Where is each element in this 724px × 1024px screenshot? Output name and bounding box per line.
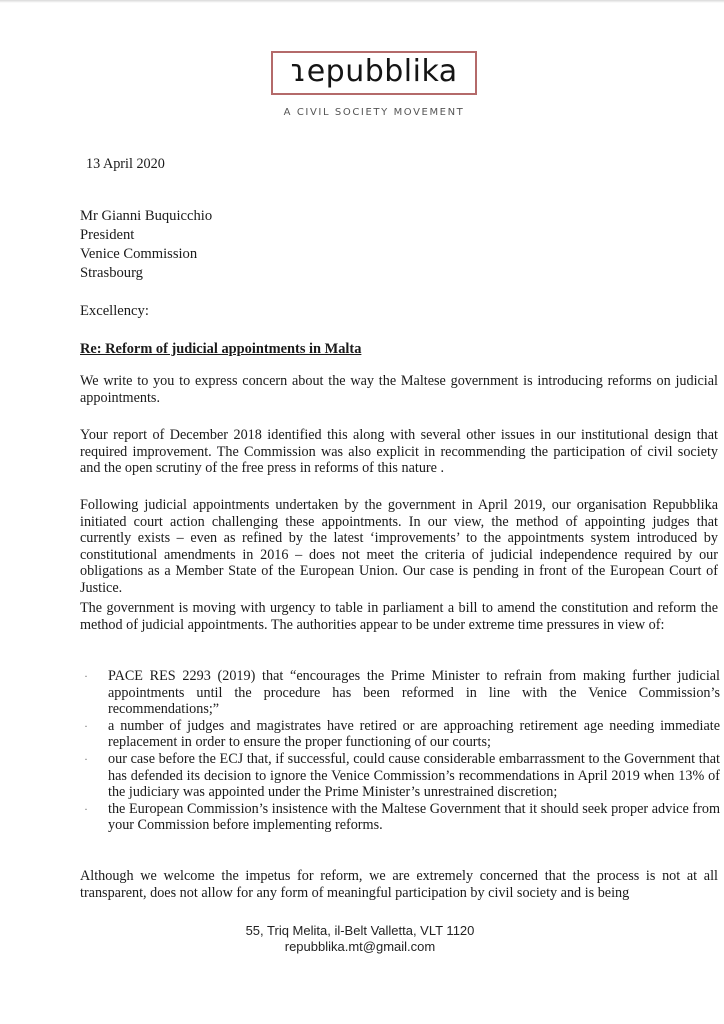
paragraph-concern: Although we welcome the impetus for reform, we are extremely concerned that the process is not at all transparent, does not allow for any form of meaningful participation by civil society and is being <box>80 868 718 901</box>
footer-email: repubblika.mt@gmail.com <box>284 939 436 954</box>
paragraph-report: Your report of December 2018 identified this along with several other issues in our institutional design that required improvement. The Commission was also explicit in recommending the participation of civil society and the open scrutiny of the free press in reforms of this nature . <box>80 427 718 477</box>
repubblika-logo <box>271 51 477 95</box>
list-item-text: the European Commission’s insistence with the Maltese Government that it should seek proper advice from your Commission before implementing reforms. <box>108 800 720 834</box>
bullet-icon: · <box>84 801 88 816</box>
list-item <box>80 718 720 751</box>
paragraph-intro: We write to you to express concern about the way the Maltese government is introducing reforms on judicial appointments. <box>80 373 718 406</box>
salutation: Excellency: <box>80 303 149 319</box>
list-item <box>80 801 720 834</box>
pressures-list <box>80 668 720 834</box>
scan-top-edge <box>0 0 724 3</box>
subject-line: Re: Reform of judicial appointments in Malta <box>80 341 362 357</box>
list-item-text: our case before the ECJ that, if successful, could cause considerable embarrassment to the Government that has defended its decision to ignore the Venice Commission’s recommendations in April 2019 when 13% of the judiciary was appointed under the Prime Minister’s unrestrained discretion; <box>108 750 720 801</box>
logo-tagline: A CIVIL SOCIETY MOVEMENT <box>283 107 465 118</box>
recipient-organisation: Venice Commission <box>80 246 198 262</box>
list-item <box>80 751 720 801</box>
recipient-city: Strasbourg <box>80 265 143 281</box>
recipient-name: Mr Gianni Buquicchio <box>80 208 213 224</box>
list-item <box>80 668 720 718</box>
paragraph-court-action: Following judicial appointments undertaken by the government in April 2019, our organisation Repubblika initiated court action challenging these appointments. In our view, the method of appointing judges that currently exists – even as refined by the latest ‘improvements’ to the appointments system introduced by constitutional amendments in 2016 – does not meet the criteria of judicial independence required by our obligations as a Member State of the European Union. Our case is pending in front of the European Court of Justice. <box>80 497 718 596</box>
recipient-title: President <box>80 227 135 243</box>
bullet-icon: · <box>84 718 88 733</box>
recipient-address <box>80 207 212 283</box>
list-item-text: a number of judges and magistrates have retired or are approaching retirement age needing immediate replacement in order to ensure the proper functioning of our courts; <box>108 717 720 751</box>
list-item-text: PACE RES 2293 (2019) that “encourages the Prime Minister to refrain from making further judicial appointments until the procedure has been reformed in line with the Venice Commission’s recommendations;” <box>108 668 720 718</box>
logo-wordmark: ɿepubblika <box>290 54 458 89</box>
letter-date: 13 April 2020 <box>86 156 165 172</box>
letterhead-footer <box>180 923 540 955</box>
footer-address: 55, Triq Melita, il-Belt Valletta, VLT 1120 <box>245 923 475 938</box>
paragraph-urgency: The government is moving with urgency to table in parliament a bill to amend the constitution and reform the method of judicial appointments. The authorities appear to be under extreme time pressures in view of: <box>80 600 718 633</box>
bullet-icon: · <box>84 751 88 766</box>
bullet-icon: · <box>84 669 88 683</box>
